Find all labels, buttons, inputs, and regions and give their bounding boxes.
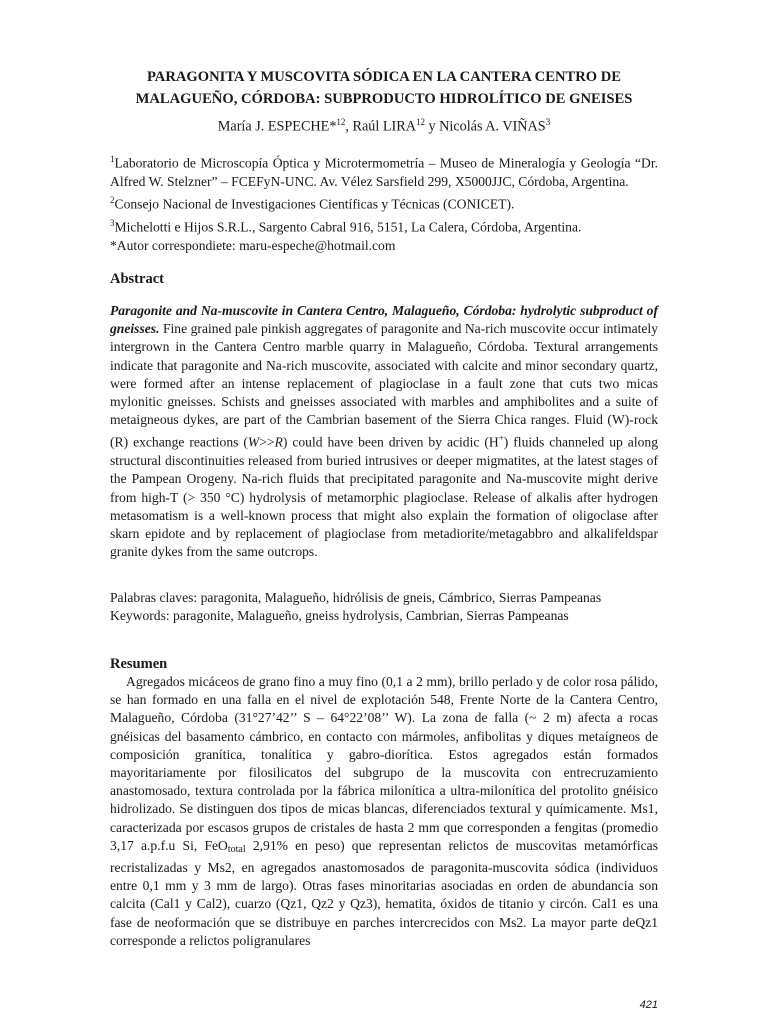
affiliation-3-text: Michelotti e Hijos S.R.L., Sargento Cabral 916, 5151, La Calera, Córdoba, Argentina. xyxy=(114,219,582,235)
abstract-text-1: Fine grained pale pinkish aggregates of paragonite and Na-rich muscovite occur intimately intergrown in the Cantera Centro marble quarry in Malagueño, Córdoba. Textural arrangements indicate that paragonite and Na-rich muscovite, associated with calcite and minor secondary quartz, were formed after an intense replacement of plagioclase in a fault zone that cuts two micas mylonitic gneisses. Schists and gneisses associated with marbles and amphibolites and a suite of metaigneous dykes, are part of the Cambrian basement of the Sierra Chica ranges. Fluid (W)-rock (R) exchange reactions ( xyxy=(110,321,658,450)
abstract-r: R xyxy=(274,434,283,450)
abstract-heading: Abstract xyxy=(110,271,164,287)
abstract-w: W xyxy=(247,434,260,450)
affiliation-3 xyxy=(110,214,658,237)
title-line-2: MALAGUEÑO, CÓRDOBA: SUBPRODUCTO HIDROLÍTICO DE GNEISES xyxy=(135,91,633,107)
author-espeche: María J. ESPECHE* xyxy=(217,118,337,135)
abstract-gt: >> xyxy=(259,434,275,450)
affiliation-1-marker: 1 xyxy=(110,154,115,164)
affiliation-1 xyxy=(110,150,658,191)
author-vinas-affil: 3 xyxy=(545,117,551,127)
paper-title xyxy=(110,66,658,110)
palabras-claves: Palabras claves: paragonita, Malagueño, hidrólisis de gneis, Cámbrico, Sierras Pampeanas xyxy=(110,590,602,605)
resumen-body xyxy=(110,673,658,950)
corresponding-author: *Autor correspondiete: maru-espeche@hotmail.com xyxy=(110,238,396,254)
page-number: 421 xyxy=(639,999,658,1011)
author-lira-affil: 12 xyxy=(415,117,425,127)
resumen-text-1: Agregados micáceos de grano fino a muy fino (0,1 a 2 mm), brillo perlado y de color rosa pálido, se han formado en una falla en el nivel de explotación 548, Frente Norte de la Cantera Centro, Malagueño, Córdoba (31°27’42’’ S – 64°22’08’’ W). La zona de falla (~ 2 m) afecta a rocas gnéisicas del basamento cámbrico, en contacto con mármoles, anfibolitas y diques metaígneos de composición granítica, tonalítica y gabro-diorítica. Estos agregados están formados mayoritariamente por filosilicatos del subgrupo de la muscovita con entrecruzamiento anastomosado, textura controlada por la fábrica milonítica a ultra-milonítica del protolito gnéisico hidrolizado. Se distinguen dos tipos de micas blancas, diferenciados textural y químicamente. Ms1, caracterizada por escasos grupos de cristales de hasta 2 mm que corresponden a fengitas (promedio 3,17 a.p.f.u Si, FeO xyxy=(110,674,658,853)
resumen-heading: Resumen xyxy=(110,656,168,672)
affiliations xyxy=(110,150,658,256)
keywords-block xyxy=(110,589,658,625)
abstract-hplus: + xyxy=(498,433,504,444)
title-line-1: PARAGONITA Y MUSCOVITA SÓDICA EN LA CANTERA CENTRO DE xyxy=(146,69,622,85)
author-espeche-affil: 12 xyxy=(336,117,346,127)
abstract-text-2: ) could have been driven by acidic (H xyxy=(282,434,499,450)
abstract-text-3: ) fluids channeled up along structural discontinuities released from buried intrusives or deeper migmatites, at the latest stages of the Pampean Orogeny. Na-rich fluids that precipitated paragonite and Na-muscovite might derive from high-T (> 350 °C) hydrolysis of metamorphic plagioclase. Release of alkalis after hydrogen metasomatism is a well-known process that might also explain the formation of oligoclase after skarn epidote and by replacement of plagioclase from metadiorite/metagabbro and alkalifeldspar granite dykes from the same outcrops. xyxy=(110,434,658,560)
resumen-feo-subscript: total xyxy=(227,843,246,855)
resumen-text-2: 2,91% en peso) que representan relictos de muscovitas metamórficas recristalizadas y Ms2, en agregados anastomosados de paragonita-muscovita sódica (individuos entre 0,1 mm y 3 mm de largo). Otras fases minoritarias asociadas en orden de abundancia son calcita (Cal1 y Cal2), cuarzo (Qz1, Qz2 y Qz3), hematita, óxidos de titanio y circón. Cal1 es una fase de neoformación que se distribuye en parches intercrecidos con Ms2. La mayor parte deQz1 corresponde a relictos poligranulares xyxy=(110,837,658,948)
keywords: Keywords: paragonite, Malagueño, gneiss hydrolysis, Cambrian, Sierras Pampeanas xyxy=(110,608,569,624)
author-vinas: y Nicolás A. VIÑAS xyxy=(424,118,546,135)
abstract-title-text: Paragonite and Na-muscovite in Cantera Centro, Malagueño, Córdoba: hydrolytic subproduct of gneisses. xyxy=(110,303,658,337)
author-list xyxy=(110,117,658,136)
affiliation-2-text: Consejo Nacional de Investigaciones Científicas y Técnicas (CONICET). xyxy=(114,196,515,212)
affiliation-3-marker: 3 xyxy=(110,218,115,229)
affiliation-2-marker: 2 xyxy=(110,195,115,206)
abstract-body xyxy=(110,302,658,561)
author-lira: , Raúl LIRA xyxy=(345,118,416,135)
affiliation-2 xyxy=(110,191,658,214)
affiliation-1-text: Laboratorio de Microscopía Óptica y Microtermometría – Museo de Mineralogía y Geología “Dr. Alfred W. Stelzner” – FCEFyN-UNC. Av. Vélez Sarsfield 299, X5000JJC, Córdoba, Argentina. xyxy=(110,155,658,189)
